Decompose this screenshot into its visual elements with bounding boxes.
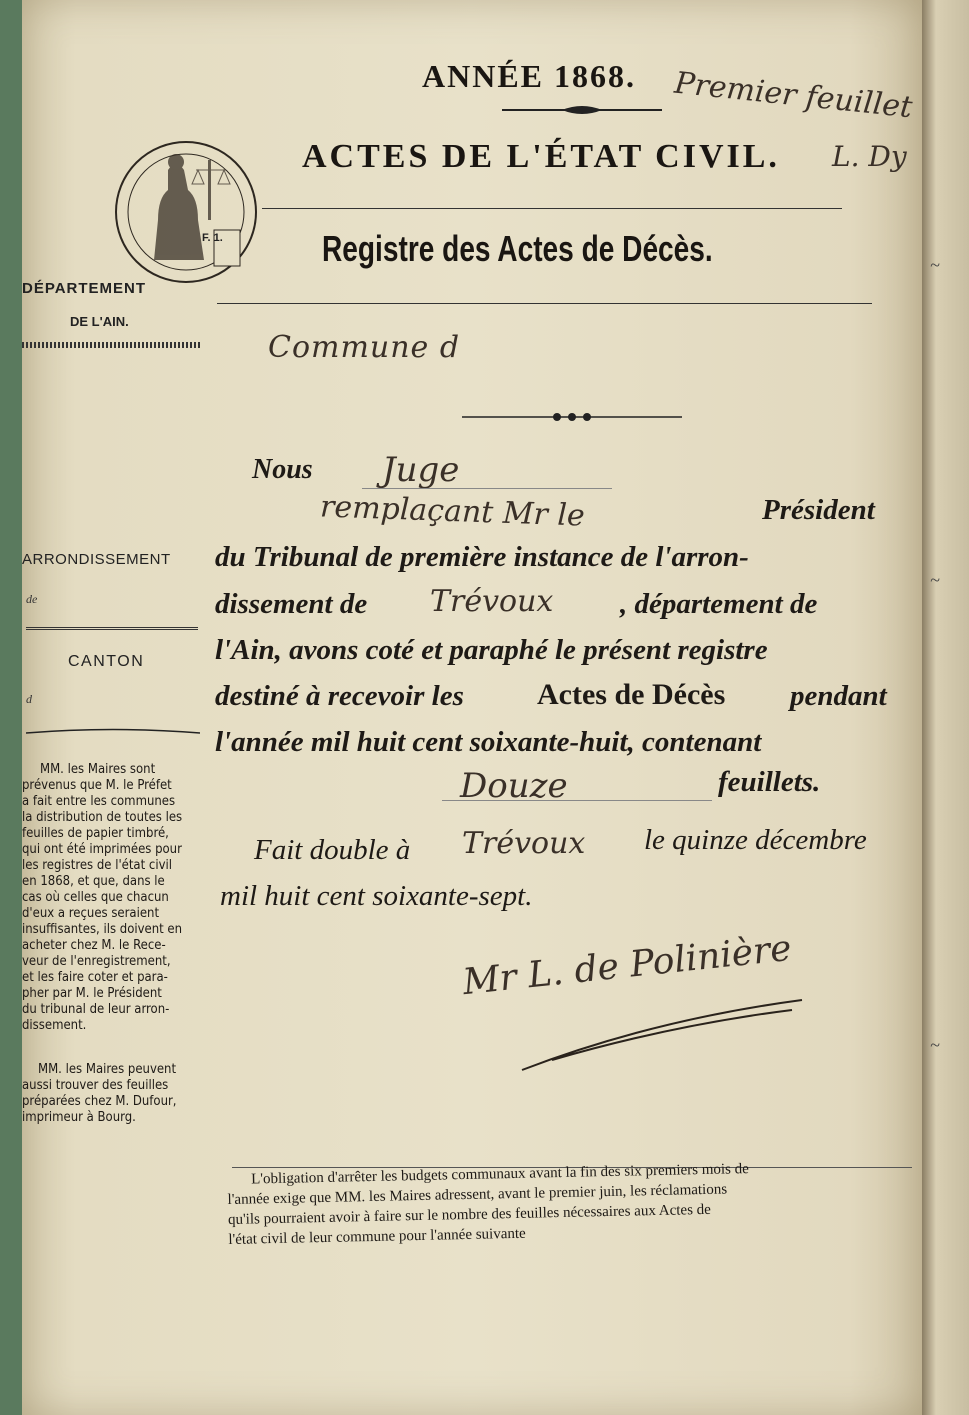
body-actes-de-deces: Actes de Décès bbox=[537, 678, 726, 711]
body-line-destine: destiné à recevoir les bbox=[215, 680, 464, 712]
fill-rule bbox=[362, 488, 612, 489]
canton-divider bbox=[26, 728, 200, 738]
signature: Mr L. de Polinière bbox=[460, 927, 794, 1004]
handwritten-initials: L. Dy bbox=[832, 140, 907, 173]
body-president: Président bbox=[762, 494, 875, 526]
notice-line: MM. les Maires peuvent bbox=[38, 1062, 177, 1077]
body-line-departement: , département de bbox=[620, 588, 818, 620]
stamp-price: F. 1. bbox=[202, 232, 223, 244]
departement-name: DE L'AIN. bbox=[70, 314, 129, 329]
adjacent-page-mark: ~ bbox=[930, 570, 940, 590]
adjacent-page-edge bbox=[922, 0, 969, 1415]
notice-line: MM. les Maires sont bbox=[40, 762, 156, 777]
footer-line: qu'ils pourraient avoir à faire sur le nombre des feuilles nécessaires aux Actes de bbox=[227, 1201, 712, 1228]
footer-line: L'obligation d'arrêter les budgets communaux avant la fin des six premiers mois de bbox=[250, 1161, 750, 1188]
body-line-ain: l'Ain, avons coté et paraphé le présent registre bbox=[215, 634, 768, 666]
notice-line: du tribunal de leur arron- bbox=[22, 1002, 170, 1017]
arrondissement-rule bbox=[26, 627, 198, 630]
adjacent-page-mark: ~ bbox=[930, 255, 940, 275]
notice-line: qui ont été imprimées pour bbox=[22, 842, 182, 857]
body-nous: Nous bbox=[252, 454, 313, 485]
body-fait-double: Fait double à bbox=[254, 834, 411, 866]
notice-line: aussi trouver des feuilles bbox=[22, 1078, 169, 1093]
body-pendant: pendant bbox=[790, 680, 887, 712]
body-date-year: mil huit cent soixante-sept. bbox=[220, 880, 533, 912]
notice-line: dissement. bbox=[22, 1018, 87, 1033]
commune-label: Commune d bbox=[268, 330, 461, 365]
handwritten-trevoux: Trévoux bbox=[430, 584, 554, 619]
notice-line: d'eux a reçues seraient bbox=[22, 906, 160, 921]
footer-line: l'état civil de leur commune pour l'année suivante bbox=[228, 1225, 526, 1248]
departement-label: DÉPARTEMENT bbox=[22, 280, 147, 297]
notice-line: pher par M. le Président bbox=[22, 986, 162, 1001]
arrondissement-de: de bbox=[26, 592, 38, 606]
handwritten-premier-feuillet: Premier feuillet bbox=[672, 65, 914, 126]
notice-line: cas où celles que chacun bbox=[22, 890, 169, 905]
footer-line: l'année exige que MM. les Maires adressent, avant le premier juin, les réclamations bbox=[227, 1181, 728, 1208]
adjacent-page-mark: ~ bbox=[930, 1035, 940, 1055]
body-line-dissement: dissement de bbox=[215, 588, 368, 620]
body-quinze-decembre: le quinze décembre bbox=[644, 824, 867, 856]
body-line-annee: l'année mil huit cent soixante-huit, contenant bbox=[215, 726, 762, 758]
canton-d: d bbox=[26, 692, 32, 706]
zigzag-divider bbox=[22, 342, 202, 348]
notice-line: la distribution de toutes les bbox=[22, 810, 183, 825]
notice-line: en 1868, et que, dans le bbox=[22, 874, 165, 889]
ornament-divider bbox=[502, 103, 662, 117]
page-title: ACTES DE L'ÉTAT CIVIL. bbox=[302, 138, 780, 175]
footer-notice bbox=[227, 1158, 917, 1248]
body-feuillets: feuillets. bbox=[718, 766, 821, 798]
notice-line: imprimeur à Bourg. bbox=[22, 1110, 136, 1125]
notice-line: et les faire coter et para- bbox=[22, 970, 168, 985]
signature-flourish bbox=[512, 990, 812, 1080]
handwritten-douze: Douze bbox=[460, 766, 568, 806]
canton-label: CANTON bbox=[68, 653, 145, 670]
arrondissement-label: ARRONDISSEMENT bbox=[22, 551, 171, 568]
register-page bbox=[22, 0, 922, 1415]
notice-line: prévenus que M. le Préfet bbox=[22, 778, 172, 793]
imperial-stamp-icon bbox=[96, 130, 276, 285]
notice-line: veur de l'enregistrement, bbox=[22, 954, 171, 969]
handwritten-juge: Juge bbox=[382, 450, 460, 490]
handwritten-trevoux: Trévoux bbox=[462, 826, 586, 861]
notice-line: acheter chez M. le Rece- bbox=[22, 938, 166, 953]
title-rule bbox=[262, 208, 842, 209]
subtitle-rule bbox=[217, 303, 872, 304]
handwritten-remplacant: remplaçant Mr le bbox=[319, 489, 586, 534]
notice-line: les registres de l'état civil bbox=[22, 858, 172, 873]
ornament-divider bbox=[462, 410, 682, 424]
notice-line: insuffisantes, ils doivent en bbox=[22, 922, 183, 937]
fill-rule bbox=[442, 800, 712, 801]
body-line-tribunal: du Tribunal de première instance de l'arron- bbox=[215, 541, 749, 573]
notice-line: feuilles de papier timbré, bbox=[22, 826, 169, 841]
notice-line: préparées chez M. Dufour, bbox=[22, 1094, 177, 1109]
register-year: ANNÉE 1868. bbox=[422, 58, 637, 94]
notice-line: a fait entre les communes bbox=[22, 794, 176, 809]
register-subtitle: Registre des Actes de Décès. bbox=[322, 228, 713, 269]
